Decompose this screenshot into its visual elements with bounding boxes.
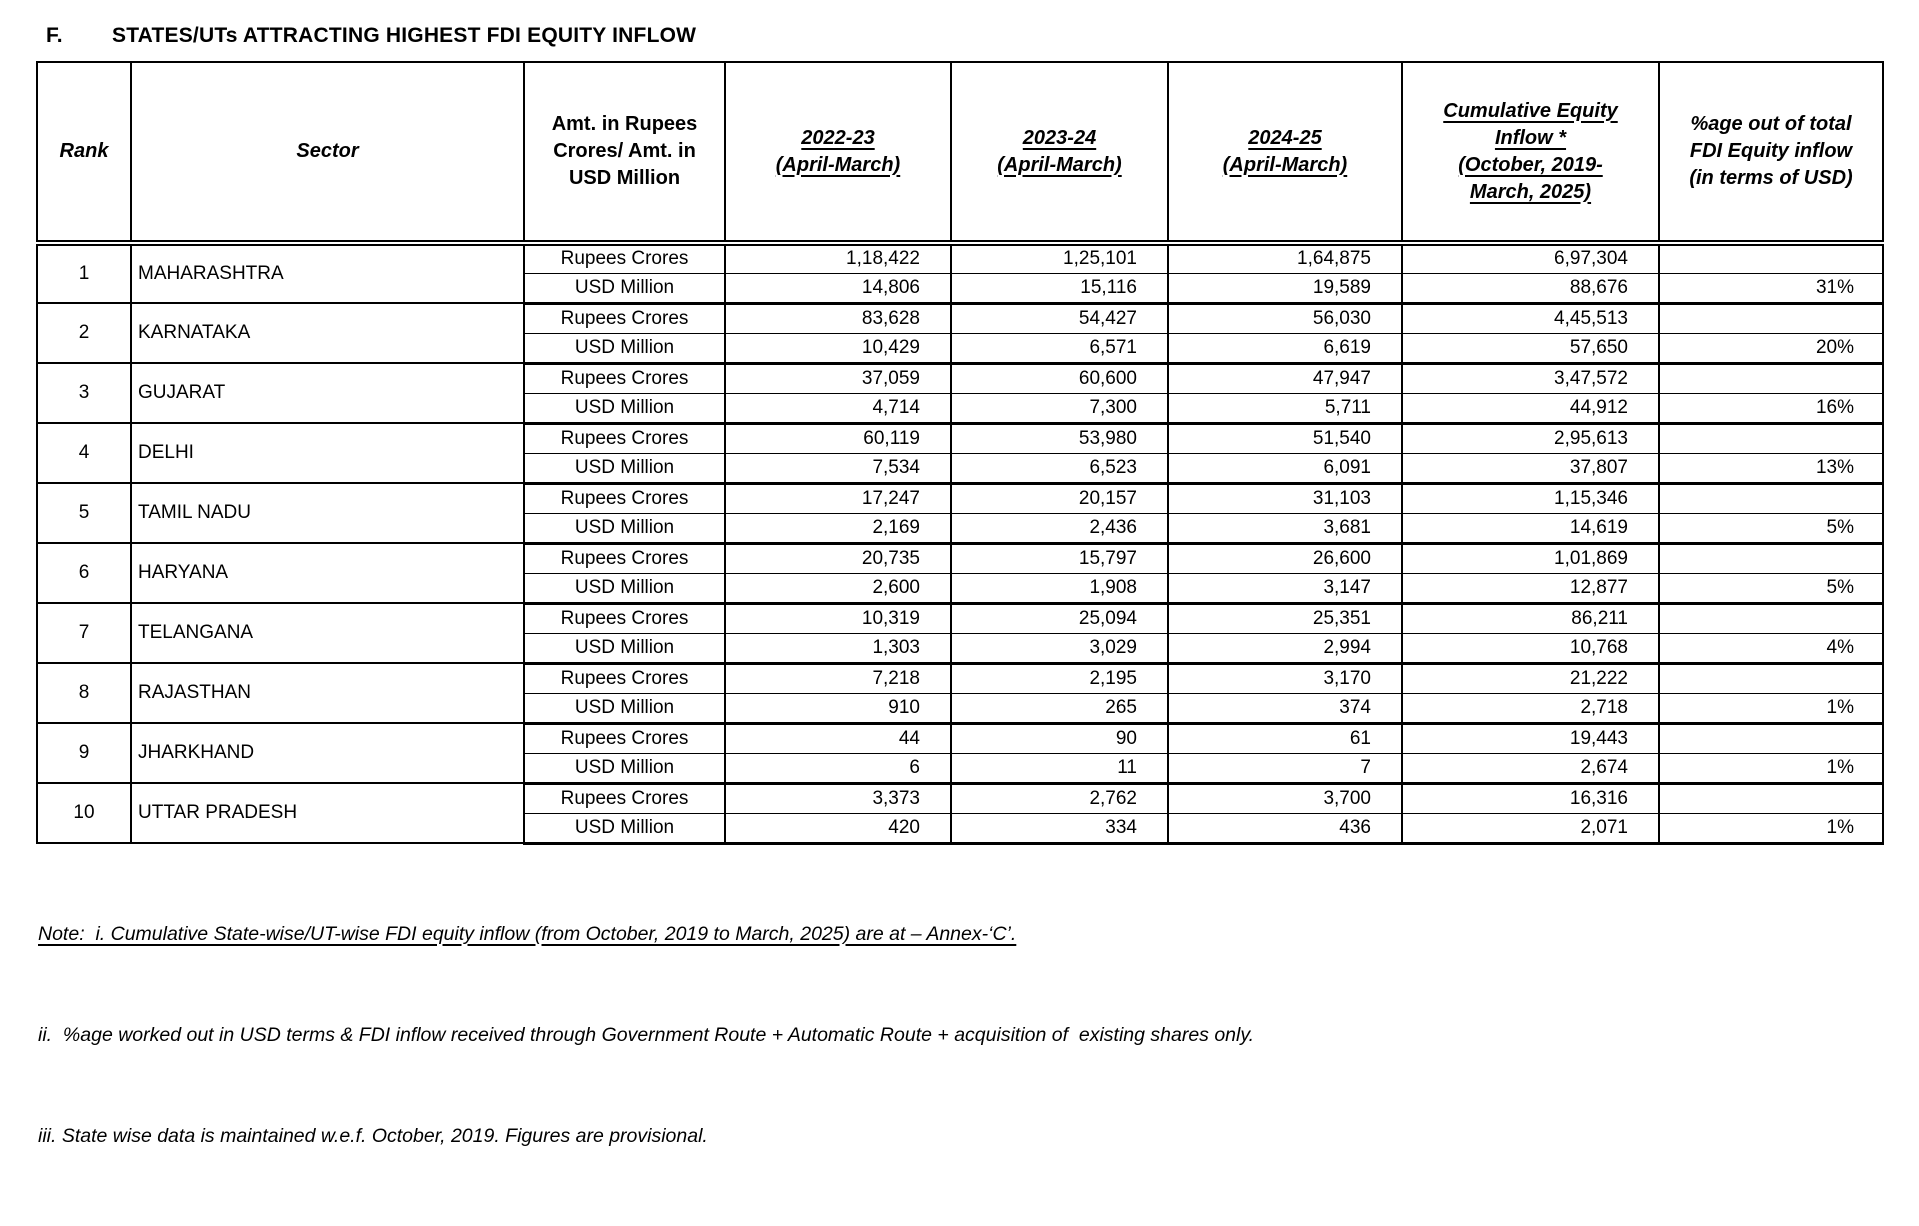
value-2024-25-rupees: 47,947 <box>1168 363 1402 393</box>
value-2023-24-rupees: 2,195 <box>951 663 1168 693</box>
value-cumulative-rupees: 1,15,346 <box>1402 483 1659 513</box>
percentage-cell-empty <box>1659 543 1883 573</box>
value-cumulative-rupees: 4,45,513 <box>1402 303 1659 333</box>
header-2022-23 <box>725 62 951 243</box>
value-cumulative-usd: 37,807 <box>1402 453 1659 483</box>
percentage-cell: 31% <box>1659 273 1883 303</box>
state-name-cell: UTTAR PRADESH <box>131 783 524 843</box>
header-row <box>37 62 1883 243</box>
value-cumulative-usd: 2,718 <box>1402 693 1659 723</box>
unit-label-usd-million: USD Million <box>524 693 725 723</box>
value-2022-23-usd: 1,303 <box>725 633 951 663</box>
value-2023-24-usd: 11 <box>951 753 1168 783</box>
value-2024-25-usd: 6,091 <box>1168 453 1402 483</box>
value-2024-25-rupees: 51,540 <box>1168 423 1402 453</box>
header-2024-25-text: 2024-25 (April-March) <box>1222 126 1348 176</box>
value-2022-23-rupees: 44 <box>725 723 951 753</box>
unit-label-usd-million: USD Million <box>524 453 725 483</box>
header-2024-25 <box>1168 62 1402 243</box>
table-body <box>37 243 1883 843</box>
percentage-cell-empty <box>1659 483 1883 513</box>
value-2022-23-rupees: 83,628 <box>725 303 951 333</box>
value-2022-23-usd: 2,600 <box>725 573 951 603</box>
value-2022-23-rupees: 20,735 <box>725 543 951 573</box>
unit-label-rupees-crores: Rupees Crores <box>524 663 725 693</box>
unit-label-rupees-crores: Rupees Crores <box>524 243 725 273</box>
value-2023-24-usd: 3,029 <box>951 633 1168 663</box>
state-row-rupees <box>37 543 1883 573</box>
state-name-cell: HARYANA <box>131 543 524 603</box>
rank-cell: 3 <box>37 363 131 423</box>
state-name-cell: KARNATAKA <box>131 303 524 363</box>
value-cumulative-rupees: 1,01,869 <box>1402 543 1659 573</box>
value-cumulative-rupees: 16,316 <box>1402 783 1659 813</box>
unit-label-usd-million: USD Million <box>524 333 725 363</box>
value-2024-25-rupees: 61 <box>1168 723 1402 753</box>
value-cumulative-usd: 10,768 <box>1402 633 1659 663</box>
state-name-cell: GUJARAT <box>131 363 524 423</box>
unit-label-rupees-crores: Rupees Crores <box>524 363 725 393</box>
value-2022-23-usd: 6 <box>725 753 951 783</box>
value-2022-23-usd: 10,429 <box>725 333 951 363</box>
value-2022-23-rupees: 17,247 <box>725 483 951 513</box>
value-2023-24-usd: 6,571 <box>951 333 1168 363</box>
value-2023-24-rupees: 20,157 <box>951 483 1168 513</box>
value-cumulative-rupees: 2,95,613 <box>1402 423 1659 453</box>
header-2023-24 <box>951 62 1168 243</box>
value-2023-24-usd: 15,116 <box>951 273 1168 303</box>
rank-cell: 10 <box>37 783 131 843</box>
value-2022-23-usd: 4,714 <box>725 393 951 423</box>
unit-label-usd-million: USD Million <box>524 753 725 783</box>
unit-label-usd-million: USD Million <box>524 393 725 423</box>
value-cumulative-rupees: 19,443 <box>1402 723 1659 753</box>
value-2024-25-usd: 3,681 <box>1168 513 1402 543</box>
percentage-cell-empty <box>1659 723 1883 753</box>
unit-label-rupees-crores: Rupees Crores <box>524 483 725 513</box>
value-2024-25-usd: 19,589 <box>1168 273 1402 303</box>
state-row-rupees <box>37 303 1883 333</box>
header-amount-unit: Amt. in Rupees Crores/ Amt. in USD Million <box>524 62 725 243</box>
value-2023-24-usd: 265 <box>951 693 1168 723</box>
state-name-cell: TELANGANA <box>131 603 524 663</box>
state-row-rupees <box>37 783 1883 813</box>
rank-cell: 4 <box>37 423 131 483</box>
value-2023-24-rupees: 90 <box>951 723 1168 753</box>
value-2023-24-rupees: 15,797 <box>951 543 1168 573</box>
value-2024-25-rupees: 3,170 <box>1168 663 1402 693</box>
note-ii: ii. %age worked out in USD terms & FDI inflow received through Government Route + Automatic Route + acquisition of existing shares only. <box>38 1023 1255 1046</box>
header-cumulative-text: Cumulative Equity Inflow * (October, 2019- March, 2025) <box>1443 99 1618 203</box>
state-row-rupees <box>37 423 1883 453</box>
state-name-cell: DELHI <box>131 423 524 483</box>
rank-cell: 1 <box>37 243 131 303</box>
value-cumulative-usd: 12,877 <box>1402 573 1659 603</box>
percentage-cell: 1% <box>1659 813 1883 843</box>
rank-cell: 8 <box>37 663 131 723</box>
header-cumulative <box>1402 62 1659 243</box>
value-2022-23-rupees: 1,18,422 <box>725 243 951 273</box>
rank-cell: 2 <box>37 303 131 363</box>
value-2024-25-usd: 7 <box>1168 753 1402 783</box>
state-row-rupees <box>37 483 1883 513</box>
value-2023-24-rupees: 1,25,101 <box>951 243 1168 273</box>
rank-cell: 5 <box>37 483 131 543</box>
value-cumulative-usd: 14,619 <box>1402 513 1659 543</box>
value-2024-25-usd: 2,994 <box>1168 633 1402 663</box>
value-cumulative-rupees: 3,47,572 <box>1402 363 1659 393</box>
notes-section <box>38 877 1919 1226</box>
percentage-cell: 20% <box>1659 333 1883 363</box>
value-2022-23-rupees: 10,319 <box>725 603 951 633</box>
rank-cell: 9 <box>37 723 131 783</box>
unit-label-rupees-crores: Rupees Crores <box>524 423 725 453</box>
state-row-rupees <box>37 603 1883 633</box>
unit-label-usd-million: USD Million <box>524 573 725 603</box>
value-2022-23-usd: 14,806 <box>725 273 951 303</box>
unit-label-usd-million: USD Million <box>524 273 725 303</box>
value-2024-25-rupees: 56,030 <box>1168 303 1402 333</box>
value-2023-24-rupees: 60,600 <box>951 363 1168 393</box>
header-sector: Sector <box>131 62 524 243</box>
value-2023-24-usd: 7,300 <box>951 393 1168 423</box>
header-percentage: %age out of total FDI Equity inflow (in terms of USD) <box>1659 62 1883 243</box>
state-name-cell: MAHARASHTRA <box>131 243 524 303</box>
header-2022-23-text: 2022-23 (April-March) <box>775 126 901 176</box>
value-2023-24-usd: 6,523 <box>951 453 1168 483</box>
percentage-cell-empty <box>1659 783 1883 813</box>
value-2022-23-usd: 7,534 <box>725 453 951 483</box>
unit-label-rupees-crores: Rupees Crores <box>524 603 725 633</box>
rank-cell: 6 <box>37 543 131 603</box>
header-rank: Rank <box>37 62 131 243</box>
value-2024-25-rupees: 25,351 <box>1168 603 1402 633</box>
value-2023-24-rupees: 25,094 <box>951 603 1168 633</box>
value-2024-25-rupees: 31,103 <box>1168 483 1402 513</box>
percentage-cell: 1% <box>1659 753 1883 783</box>
value-2024-25-usd: 374 <box>1168 693 1402 723</box>
percentage-cell: 5% <box>1659 573 1883 603</box>
percentage-cell: 1% <box>1659 693 1883 723</box>
unit-label-rupees-crores: Rupees Crores <box>524 543 725 573</box>
percentage-cell: 13% <box>1659 453 1883 483</box>
state-name-cell: RAJASTHAN <box>131 663 524 723</box>
value-cumulative-rupees: 86,211 <box>1402 603 1659 633</box>
value-2023-24-usd: 2,436 <box>951 513 1168 543</box>
unit-label-rupees-crores: Rupees Crores <box>524 783 725 813</box>
value-2024-25-rupees: 26,600 <box>1168 543 1402 573</box>
value-2022-23-usd: 2,169 <box>725 513 951 543</box>
value-cumulative-usd: 2,071 <box>1402 813 1659 843</box>
value-2022-23-rupees: 37,059 <box>725 363 951 393</box>
value-2024-25-usd: 436 <box>1168 813 1402 843</box>
value-2023-24-rupees: 54,427 <box>951 303 1168 333</box>
value-cumulative-usd: 88,676 <box>1402 273 1659 303</box>
value-2022-23-rupees: 3,373 <box>725 783 951 813</box>
value-2024-25-usd: 6,619 <box>1168 333 1402 363</box>
value-2024-25-usd: 3,147 <box>1168 573 1402 603</box>
header-2023-24-text: 2023-24 (April-March) <box>997 126 1122 176</box>
state-row-rupees <box>37 663 1883 693</box>
value-cumulative-usd: 44,912 <box>1402 393 1659 423</box>
page-title-prefix: F. <box>46 24 63 47</box>
value-2022-23-rupees: 60,119 <box>725 423 951 453</box>
value-cumulative-rupees: 21,222 <box>1402 663 1659 693</box>
value-2024-25-usd: 5,711 <box>1168 393 1402 423</box>
value-2023-24-rupees: 2,762 <box>951 783 1168 813</box>
percentage-cell: 5% <box>1659 513 1883 543</box>
unit-label-usd-million: USD Million <box>524 813 725 843</box>
value-cumulative-usd: 57,650 <box>1402 333 1659 363</box>
percentage-cell-empty <box>1659 243 1883 273</box>
value-2024-25-rupees: 3,700 <box>1168 783 1402 813</box>
table-header <box>37 62 1883 243</box>
note-i: Note: i. Cumulative State-wise/UT-wise FDI equity inflow (from October, 2019 to March, 2025) are at – Annex-‘C’. <box>38 922 1017 945</box>
unit-label-rupees-crores: Rupees Crores <box>524 723 725 753</box>
percentage-cell-empty <box>1659 363 1883 393</box>
percentage-cell-empty <box>1659 603 1883 633</box>
percentage-cell: 16% <box>1659 393 1883 423</box>
value-2023-24-rupees: 53,980 <box>951 423 1168 453</box>
page-title-text: STATES/UTs ATTRACTING HIGHEST FDI EQUITY INFLOW <box>112 24 697 47</box>
state-name-cell: TAMIL NADU <box>131 483 524 543</box>
percentage-cell-empty <box>1659 303 1883 333</box>
unit-label-usd-million: USD Million <box>524 513 725 543</box>
fdi-equity-inflow-table <box>36 61 1884 845</box>
value-2023-24-usd: 1,908 <box>951 573 1168 603</box>
state-row-rupees <box>37 363 1883 393</box>
value-2022-23-usd: 910 <box>725 693 951 723</box>
percentage-cell-empty <box>1659 663 1883 693</box>
percentage-cell: 4% <box>1659 633 1883 663</box>
note-iii: iii. State wise data is maintained w.e.f. October, 2019. Figures are provisional. <box>38 1124 708 1147</box>
state-row-rupees <box>37 723 1883 753</box>
value-2023-24-usd: 334 <box>951 813 1168 843</box>
value-2022-23-rupees: 7,218 <box>725 663 951 693</box>
value-2022-23-usd: 420 <box>725 813 951 843</box>
value-cumulative-usd: 2,674 <box>1402 753 1659 783</box>
state-name-cell: JHARKHAND <box>131 723 524 783</box>
percentage-cell-empty <box>1659 423 1883 453</box>
page-title <box>46 24 1919 48</box>
value-cumulative-rupees: 6,97,304 <box>1402 243 1659 273</box>
state-row-rupees <box>37 243 1883 273</box>
unit-label-usd-million: USD Million <box>524 633 725 663</box>
unit-label-rupees-crores: Rupees Crores <box>524 303 725 333</box>
rank-cell: 7 <box>37 603 131 663</box>
value-2024-25-rupees: 1,64,875 <box>1168 243 1402 273</box>
